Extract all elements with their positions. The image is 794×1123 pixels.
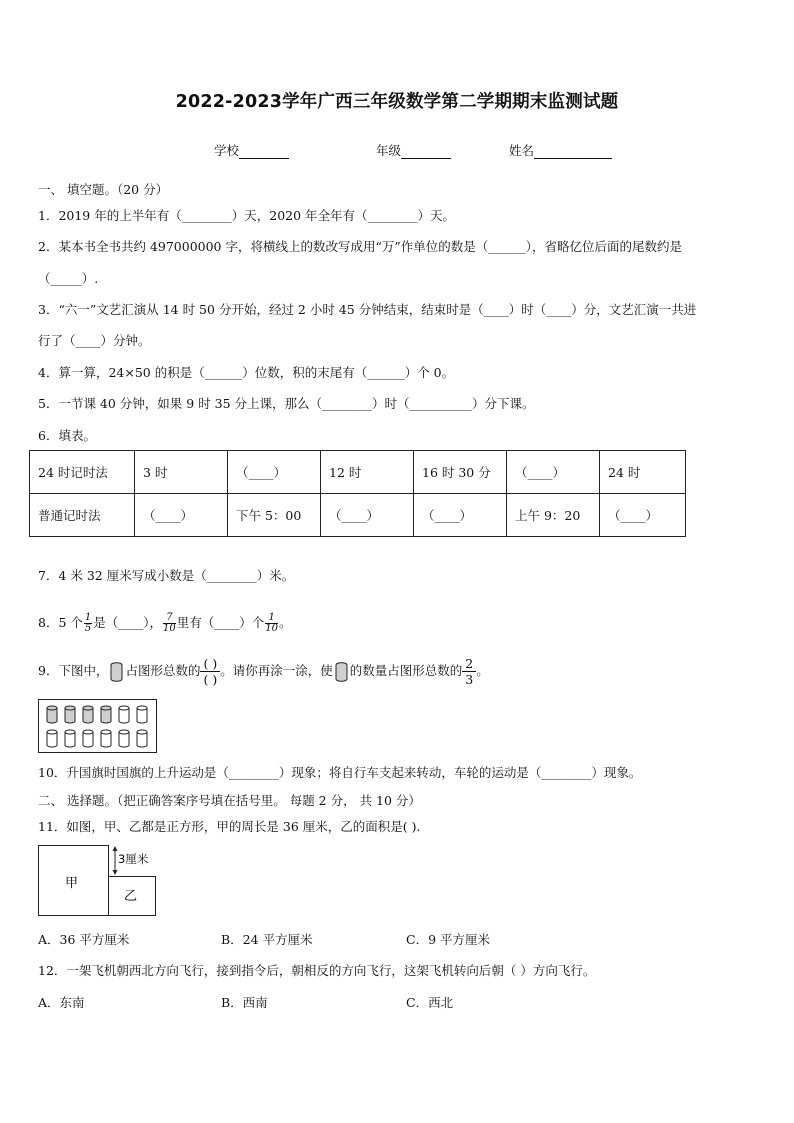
- table-cell: 16 时 30 分: [414, 451, 507, 494]
- school-field: [214, 141, 289, 159]
- table-cell: 3 时: [135, 451, 228, 494]
- table-row: [30, 494, 686, 537]
- school-blank[interactable]: [239, 146, 289, 159]
- label-yi: 乙: [124, 889, 138, 904]
- arrow-up-icon: [113, 846, 118, 851]
- cylinder-icon: [65, 730, 75, 747]
- q11-option-a[interactable]: A．36 平方厘米: [38, 932, 130, 947]
- question-12: 12．一架飞机朝西北方向飞行，接到指令后，朝相反的方向飞行，这架飞机转向后朝（ ）方向飞行。: [38, 963, 596, 978]
- fraction-seven-tenths: [163, 613, 176, 634]
- table-cell[interactable]: （____）: [321, 494, 414, 537]
- school-label: 学校: [214, 143, 240, 158]
- q9-text: 9．下图中，: [38, 663, 109, 678]
- fraction-denominator: 10: [265, 623, 279, 634]
- cylinder-icon: [65, 706, 75, 723]
- table-cell: 12 时: [321, 451, 414, 494]
- grade-label: 年级: [376, 143, 402, 158]
- section-2-heading: 二、 选择题。（把正确答案序号填在括号里。 每题 2 分， 共 10 分）: [38, 793, 421, 808]
- fraction-denominator: ( ): [203, 672, 218, 687]
- side-length-label: 3厘米: [118, 852, 149, 866]
- q8-text: 里有（____）个: [176, 615, 265, 630]
- fraction-one-tenth: [265, 613, 278, 634]
- cylinder-icon: [83, 706, 93, 723]
- name-label: 姓名: [509, 143, 535, 158]
- name-field: [509, 141, 612, 159]
- fraction-numerator: 2: [462, 656, 476, 672]
- question-4: 4．算一算，24×50 的积是（______）位数，积的末尾有（______）个 0。: [38, 365, 455, 380]
- q8-text: 是（____），: [93, 615, 163, 630]
- cylinder-icon: [101, 730, 111, 747]
- cylinder-icon: [101, 706, 111, 723]
- q12-option-a[interactable]: A．东南: [38, 995, 85, 1010]
- answer-fraction-blank[interactable]: [200, 656, 220, 687]
- question-11: 11．如图，甲、乙都是正方形，甲的周长是 36 厘米，乙的面积是( ).: [38, 819, 421, 834]
- cylinder-icon: [119, 706, 129, 723]
- grade-blank[interactable]: [401, 146, 451, 159]
- table-cell: 普通记时法: [30, 494, 135, 537]
- fraction-denominator: 10: [163, 623, 176, 634]
- question-5: 5．一节课 40 分钟，如果 9 时 35 分上课，那么（________）时（__________）分下课。: [38, 396, 535, 411]
- cylinder-figure: [38, 699, 157, 753]
- table-cell: 24 时记时法: [30, 451, 135, 494]
- question-2-line-1: 2．某本书全书共约 497000000 字，将横线上的数改写成用“万”作单位的数是（______），省略亿位后面的尾数约是: [38, 239, 683, 254]
- table-cell[interactable]: （____）: [135, 494, 228, 537]
- fraction-one-fifth: [84, 613, 92, 634]
- cylinder-icon: [119, 730, 129, 747]
- cylinder-icon: [47, 730, 57, 747]
- table-cell: 上午 9：20: [507, 494, 600, 537]
- cylinder-icon: [47, 706, 57, 723]
- cylinder-icon: [137, 730, 147, 747]
- q8-text: 。: [279, 615, 292, 630]
- q9-text: 。请你再涂一涂，使: [220, 663, 333, 678]
- square-figure: [38, 845, 156, 916]
- fraction-numerator: 1: [265, 613, 278, 624]
- section-1-heading: 一、 填空题。（20 分）: [38, 182, 169, 197]
- fraction-two-thirds: [462, 656, 476, 687]
- cylinder-icon: [335, 662, 348, 682]
- cylinder-icon: [83, 730, 93, 747]
- label-jia: 甲: [65, 876, 79, 891]
- q8-text: 8．5 个: [38, 615, 83, 630]
- question-2-line-2: （_____）.: [38, 271, 99, 286]
- question-6: 6．填表。: [38, 428, 96, 443]
- page-title: 2022-2023学年广西三年级数学第二学期期末监测试题: [175, 92, 619, 112]
- table-cell[interactable]: （____）: [414, 494, 507, 537]
- q11-option-b[interactable]: B．24 平方厘米: [221, 932, 313, 947]
- name-blank[interactable]: [534, 146, 612, 159]
- q11-option-c[interactable]: C．9 平方厘米: [406, 932, 490, 947]
- question-3-line-2: 行了（____）分钟。: [38, 333, 151, 348]
- question-8: [38, 612, 292, 634]
- table-cell[interactable]: （____）: [507, 451, 600, 494]
- table-cell[interactable]: （____）: [228, 451, 321, 494]
- question-7: 7．4 米 32 厘米写成小数是（________）米。: [38, 568, 295, 583]
- fraction-denominator: 3: [465, 672, 474, 687]
- q9-text: 的数量占图形总数的: [349, 663, 463, 678]
- cylinder-grid: [39, 700, 156, 752]
- q9-text: 。: [476, 663, 489, 678]
- fraction-numerator: 1: [84, 612, 92, 623]
- question-1: 1．2019 年的上半年有（________）天，2020 年全年有（________）天。: [38, 208, 456, 223]
- question-3-line-1: 3．“六一”文艺汇演从 14 时 50 分开始，经过 2 小时 45 分钟结束，结束时是（____）时（____）分，文艺汇演一共进: [38, 302, 697, 317]
- arrow-down-icon: [113, 870, 118, 875]
- cylinder-icon: [137, 706, 147, 723]
- fraction-numerator: ( ): [200, 656, 220, 672]
- q9-text: 占图形总数的: [125, 663, 201, 678]
- table-cell[interactable]: （____）: [600, 494, 686, 537]
- square-diagram: [38, 845, 156, 916]
- time-conversion-table: [29, 450, 686, 537]
- fraction-numerator: 7: [163, 613, 176, 624]
- table-cell: 24 时: [600, 451, 686, 494]
- grade-field: [376, 141, 451, 159]
- cylinder-icon: [110, 662, 123, 682]
- q12-option-c[interactable]: C．西北: [406, 995, 454, 1010]
- q12-option-b[interactable]: B．西南: [221, 995, 268, 1010]
- question-9: [38, 656, 489, 687]
- question-10: 10．升国旗时国旗的上升运动是（________）现象；将自行车支起来转动，车轮的运动是（________）现象。: [38, 765, 642, 780]
- fraction-denominator: 5: [84, 623, 92, 634]
- table-row: [30, 451, 686, 494]
- table-cell: 下午 5：00: [228, 494, 321, 537]
